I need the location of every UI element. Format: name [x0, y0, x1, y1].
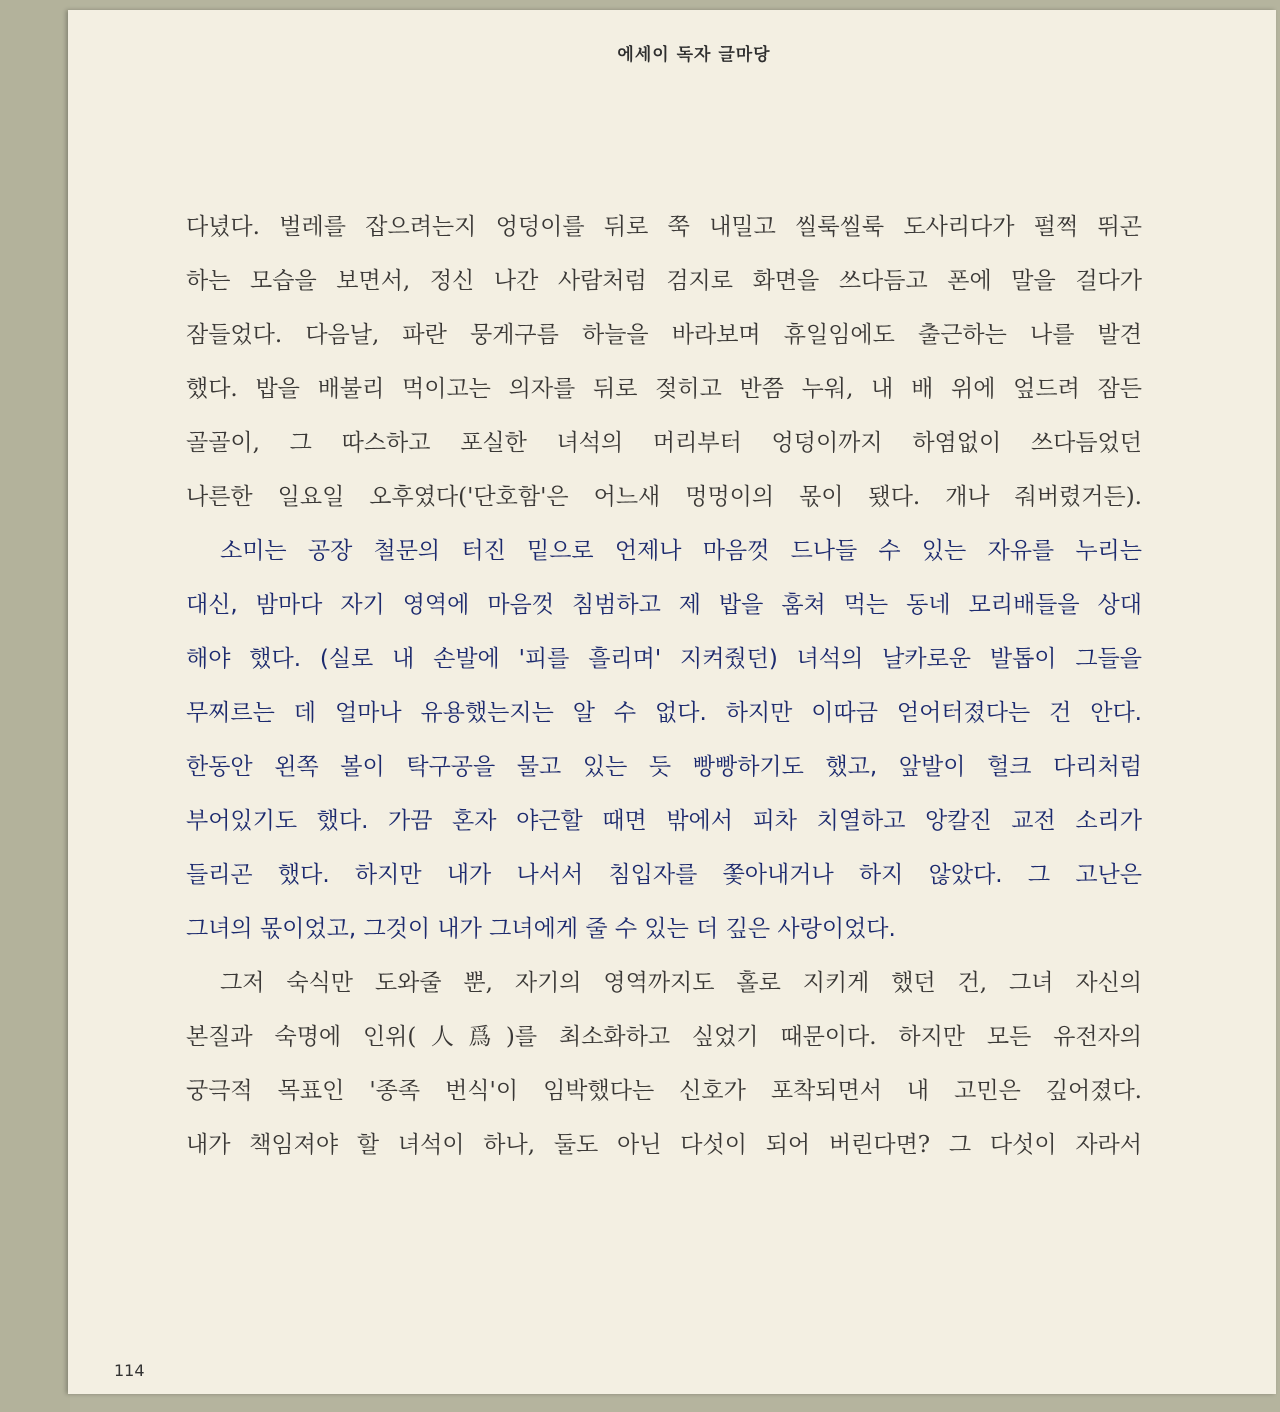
- text-line: 소미는 공장 철문의 터진 밑으로 언제나 마음껏 드나들 수 있는 자유를 누리는: [220, 538, 1142, 564]
- text-line: 본질과 숙명에 인위(人爲)를 최소화하고 싶었기 때문이다. 하지만 모든 유전자의: [186, 1024, 1142, 1050]
- paragraph-3: [186, 956, 1142, 1172]
- adjacent-page-edge: [0, 0, 70, 1412]
- text-line: 그녀의 몫이었고, 그것이 내가 그녀에게 줄 수 있는 더 깊은 사랑이었다.: [186, 916, 896, 942]
- paragraph-1: [186, 200, 1142, 524]
- book-page: [68, 10, 1276, 1394]
- text-line: 골골이, 그 따스하고 포실한 녀석의 머리부터 엉덩이까지 하염없이 쓰다듬었던: [186, 430, 1142, 456]
- text-line: 했다. 밥을 배불리 먹이고는 의자를 뒤로 젖히고 반쯤 누워, 내 배 위에 엎드려 잠든: [186, 376, 1142, 402]
- text-line: 나른한 일요일 오후였다('단호함'은 어느새 멍멍이의 몫이 됐다. 개나 줘버렸거든).: [186, 484, 1142, 510]
- text-line: 그저 숙식만 도와줄 뿐, 자기의 영역까지도 홀로 지키게 했던 건, 그녀 자신의: [220, 970, 1142, 996]
- text-line: 해야 했다. (실로 내 손발에 '피를 흘리며' 지켜줬던) 녀석의 날카로운 발톱이 그들을: [186, 646, 1142, 672]
- text-line: 한동안 왼쪽 볼이 탁구공을 물고 있는 듯 빵빵하기도 했고, 앞발이 헐크 다리처럼: [186, 754, 1142, 780]
- text-line: 부어있기도 했다. 가끔 혼자 야근할 때면 밖에서 피차 치열하고 앙칼진 교전 소리가: [186, 808, 1142, 834]
- page-number: 114: [114, 1361, 145, 1380]
- body-text: [186, 200, 1142, 1172]
- text-line: 잠들었다. 다음날, 파란 뭉게구름 하늘을 바라보며 휴일임에도 출근하는 나를 발견: [186, 322, 1142, 348]
- text-line: 하는 모습을 보면서, 정신 나간 사람처럼 검지로 화면을 쓰다듬고 폰에 말을 걸다가: [186, 268, 1142, 294]
- text-line: 내가 책임져야 할 녀석이 하나, 둘도 아닌 다섯이 되어 버린다면? 그 다섯이 자라서: [186, 1132, 1142, 1158]
- text-line: 궁극적 목표인 '종족 번식'이 임박했다는 신호가 포착되면서 내 고민은 깊어졌다.: [186, 1078, 1142, 1104]
- running-header: 에세이 독자 글마당: [617, 45, 771, 65]
- text-line: 다녔다. 벌레를 잡으려는지 엉덩이를 뒤로 쭉 내밀고 씰룩씰룩 도사리다가 펄쩍 뛰곤: [186, 214, 1142, 240]
- text-line: 무찌르는 데 얼마나 유용했는지는 알 수 없다. 하지만 이따금 얻어터졌다는 건 안다.: [186, 700, 1142, 726]
- text-line: 들리곤 했다. 하지만 내가 나서서 침입자를 쫓아내거나 하지 않았다. 그 고난은: [186, 862, 1142, 888]
- paragraph-2: [186, 524, 1142, 956]
- text-line: 대신, 밤마다 자기 영역에 마음껏 침범하고 제 밥을 훔쳐 먹는 동네 모리배들을 상대: [186, 592, 1142, 618]
